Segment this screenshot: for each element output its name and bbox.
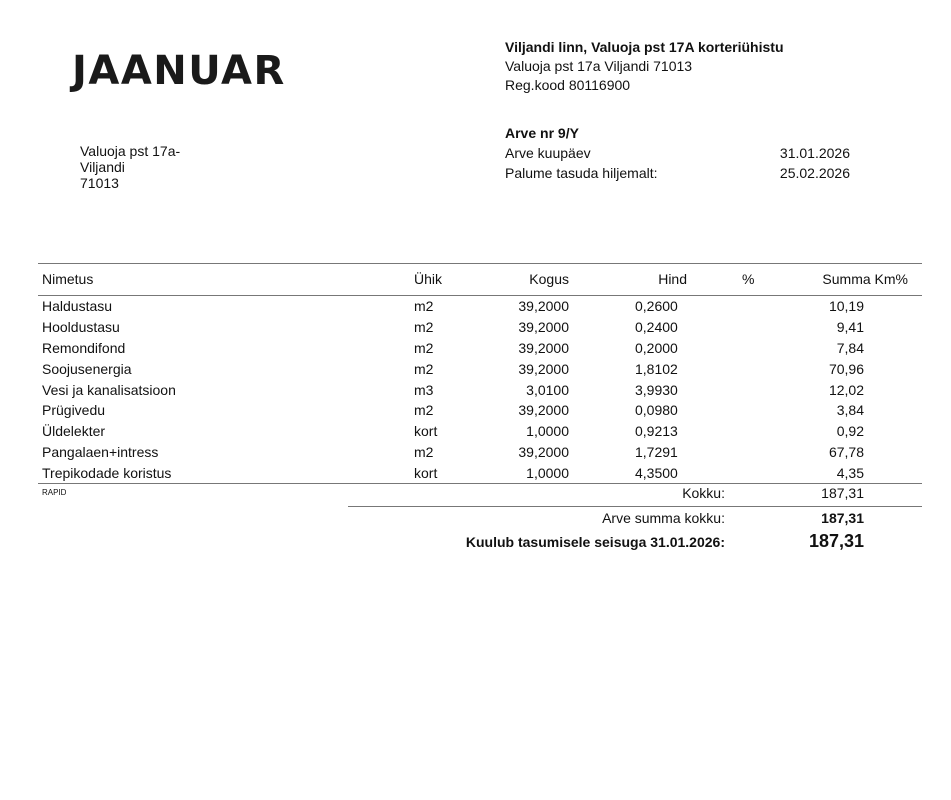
recipient-address	[80, 143, 180, 191]
row-unit: m2	[414, 339, 434, 356]
invoice-date-label: Arve kuupäev	[505, 145, 591, 161]
row-name: Hooldustasu	[42, 318, 120, 335]
row-qty: 39,2000	[518, 298, 569, 314]
row-name: Prügivedu	[42, 402, 106, 419]
row-unit: kort	[414, 423, 438, 440]
row-sum: 9,41	[836, 318, 864, 335]
row-unit: m2	[414, 444, 434, 461]
row-price: 0,2400	[635, 318, 678, 335]
table-row	[38, 296, 922, 317]
row-qty: 39,2000	[518, 402, 569, 419]
row-qty: 1,0000	[526, 423, 569, 440]
due-date-label: Palume tasuda hiljemalt:	[505, 165, 658, 181]
table-body	[38, 296, 922, 484]
recipient-line-1: Valuoja pst 17a-	[80, 143, 181, 159]
row-name: Soojusenergia	[42, 360, 132, 377]
invoice-total-divider	[348, 506, 922, 507]
row-sum: 0,92	[836, 423, 864, 440]
row-qty: 39,2000	[518, 444, 569, 461]
row-name: Üldelekter	[42, 423, 106, 440]
row-price: 3,9930	[635, 381, 678, 398]
row-unit: m3	[414, 381, 434, 398]
row-sum: 12,02	[828, 381, 864, 398]
issuer-reg-code: Reg.kood 80116900	[505, 77, 631, 93]
issuer-block	[505, 38, 784, 95]
due-date-value: 25.02.2026	[779, 165, 850, 181]
row-unit: kort	[414, 465, 438, 482]
row-qty: 3,0100	[526, 381, 569, 398]
header-pct: %	[742, 271, 755, 287]
total-value: 187,31	[821, 485, 864, 501]
invoice-number: Arve nr 9/Y	[505, 125, 579, 141]
row-name: Remondifond	[42, 339, 126, 356]
row-sum: 4,35	[836, 465, 864, 482]
table-row	[38, 463, 922, 484]
payable-value: 187,31	[808, 531, 864, 551]
table-header	[38, 263, 922, 296]
row-unit: m2	[414, 360, 434, 377]
table-row	[38, 317, 922, 338]
row-price: 1,8102	[635, 360, 678, 377]
header-unit: Ühik	[414, 271, 443, 287]
row-price: 4,3500	[635, 465, 678, 482]
invoice-meta	[505, 123, 850, 183]
header-sum: Summa Km%	[822, 271, 908, 287]
table-row	[38, 359, 922, 380]
invoice-table	[38, 263, 922, 484]
row-price: 1,7291	[635, 444, 678, 461]
header-price: Hind	[658, 271, 687, 287]
issuer-name: Viljandi linn, Valuoja pst 17A korteriühistu	[505, 39, 784, 55]
row-sum: 10,19	[828, 298, 864, 314]
row-unit: m2	[414, 318, 434, 335]
rapid-mark: RAPID	[42, 488, 67, 497]
row-sum: 70,96	[828, 360, 864, 377]
invoice-total-value: 187,31	[821, 510, 864, 526]
row-price: 0,0980	[635, 402, 678, 419]
table-row	[38, 380, 922, 401]
invoice-date-value: 31.01.2026	[779, 145, 850, 161]
header-name: Nimetus	[42, 271, 94, 287]
invoice-total-label: Arve summa kokku:	[602, 510, 725, 526]
payable-label: Kuulub tasumisele seisuga 31.01.2026:	[465, 534, 725, 550]
table-row	[38, 442, 922, 463]
row-qty: 39,2000	[518, 318, 569, 335]
row-qty: 39,2000	[518, 360, 569, 377]
row-qty: 39,2000	[518, 339, 569, 356]
company-logo: JAANUAR	[72, 48, 286, 94]
row-name: Pangalaen+intress	[42, 444, 159, 461]
total-divider	[38, 483, 922, 484]
header-qty: Kogus	[529, 271, 569, 287]
table-row	[38, 400, 922, 421]
total-label: Kokku:	[682, 485, 725, 501]
row-qty: 1,0000	[526, 465, 569, 482]
row-price: 0,2000	[635, 339, 678, 356]
table-row	[38, 338, 922, 359]
row-name: Haldustasu	[42, 298, 113, 314]
row-price: 0,9213	[635, 423, 678, 440]
row-sum: 3,84	[836, 402, 864, 419]
invoice-date-row	[505, 143, 850, 163]
row-unit: m2	[414, 402, 434, 419]
row-price: 0,2600	[635, 298, 678, 314]
row-unit: m2	[414, 298, 434, 314]
row-name: Trepikodade koristus	[42, 465, 172, 482]
recipient-line-3: 71013	[80, 175, 119, 191]
row-sum: 67,78	[828, 444, 864, 461]
row-name: Vesi ja kanalisatsioon	[42, 381, 176, 398]
recipient-line-2: Viljandi	[80, 159, 125, 175]
due-date-row	[505, 163, 850, 183]
issuer-address: Valuoja pst 17a Viljandi 71013	[505, 58, 693, 74]
row-sum: 7,84	[836, 339, 864, 356]
table-row	[38, 421, 922, 442]
